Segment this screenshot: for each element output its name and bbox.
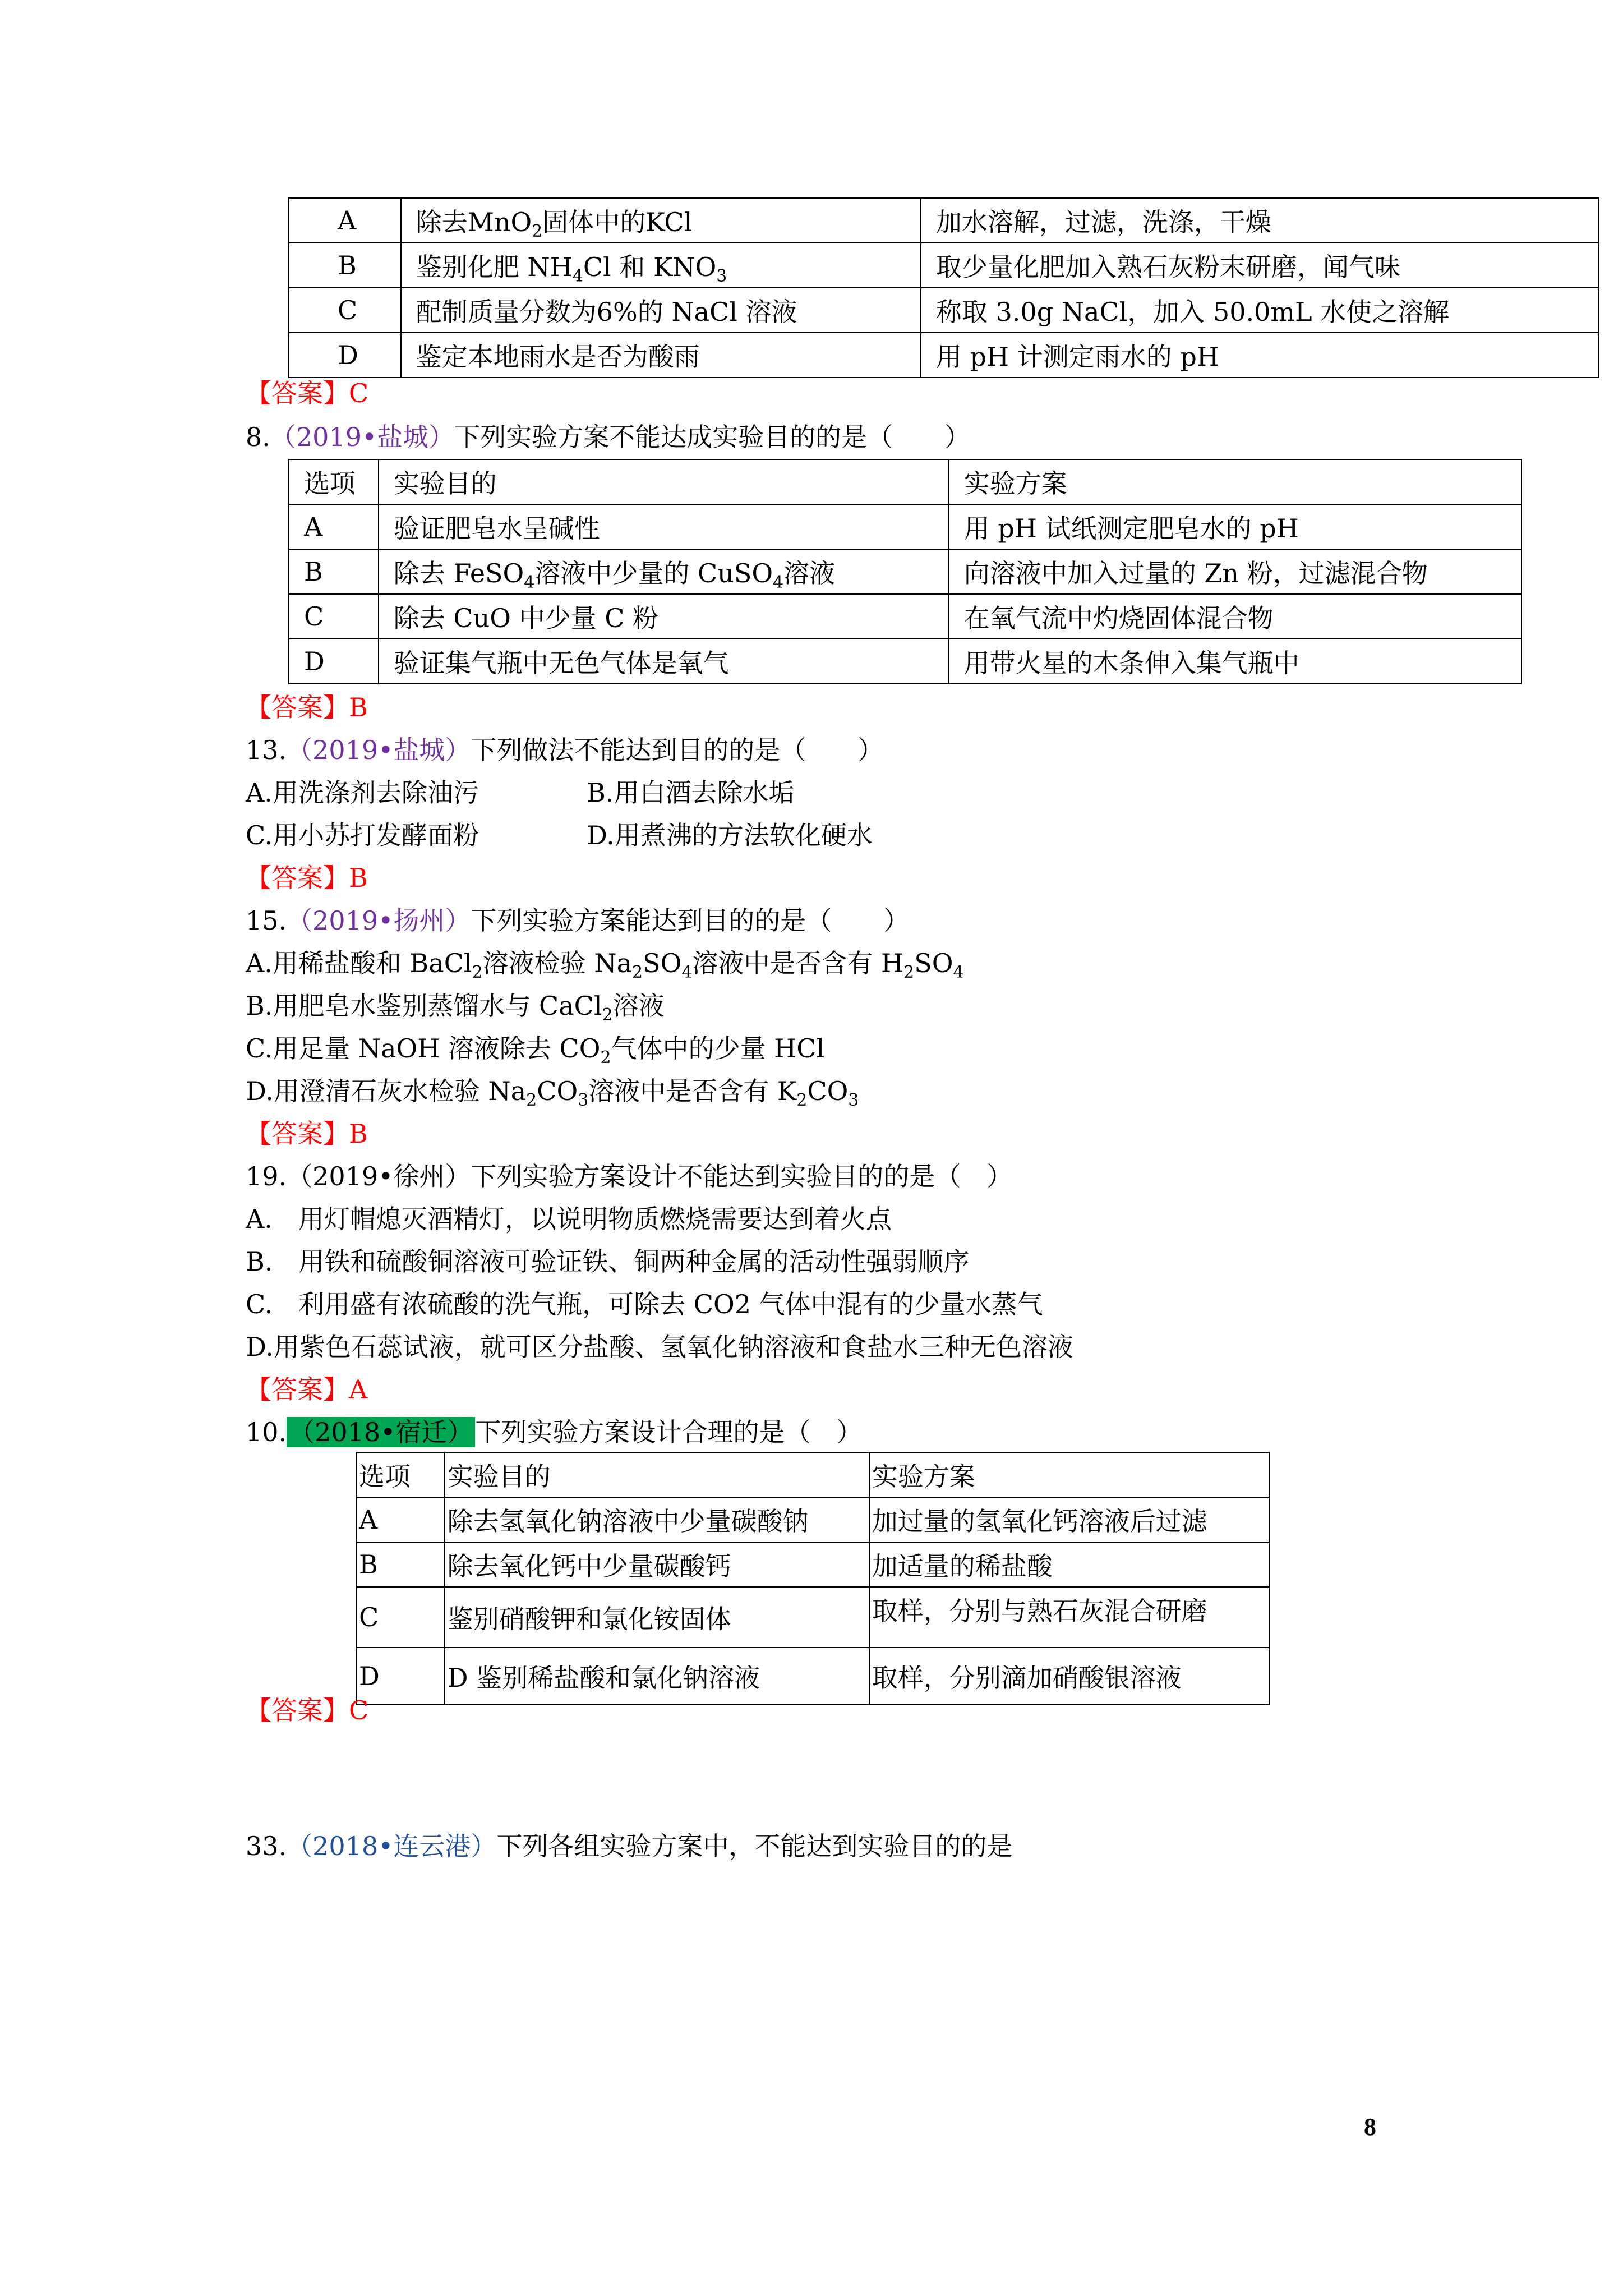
table-row [356, 1497, 1269, 1542]
cell: 取样，分别滴加硝酸银溶液 [869, 1648, 1269, 1705]
option-c: C.用足量 NaOH 溶液除去 $CO_2$气体中的少量 HCl [246, 1033, 825, 1068]
answer-line: 【答案】B [246, 863, 368, 893]
question-13: 13.（2019•盐城）下列做法不能达到目的的是（ ） [246, 735, 884, 765]
cell: D [356, 1648, 445, 1705]
table-row [356, 1587, 1269, 1648]
table-q8 [288, 459, 1522, 684]
question-8: 8.（2019•盐城）下列实验方案不能达成实验目的的是（ ） [246, 422, 971, 452]
option-b: B. 用铁和硫酸铜溶液可验证铁、铜两种金属的活动性强弱顺序 [246, 1246, 970, 1277]
cell: D [289, 639, 379, 684]
option-d: D.用煮沸的方法软化硬水 [587, 820, 873, 850]
cell: B [289, 243, 401, 288]
table-row [356, 1452, 1269, 1497]
answer-line: 【答案】B [246, 1119, 368, 1149]
cell: 鉴别化肥 $NH_4Cl$ 和 $KNO_3$ [401, 243, 921, 288]
table-row [289, 243, 1599, 288]
cell: 除去 FeSO$_4$溶液中少量的 CuSO$_4$溶液 [379, 549, 949, 594]
cell: 称取 3.0g NaCl，加入 50.0mL 水使之溶解 [921, 288, 1599, 333]
table-row [289, 504, 1521, 549]
cell: 取少量化肥加入熟石灰粉末研磨，闻气味 [921, 243, 1599, 288]
cell: 加过量的氢氧化钙溶液后过滤 [869, 1497, 1269, 1542]
cell: 取样，分别与熟石灰混合研磨 [869, 1587, 1269, 1648]
cell: 除去MnO$_2$固体中的KCl [401, 198, 921, 243]
cell: D 鉴别稀盐酸和氯化钠溶液 [445, 1648, 869, 1705]
cell: 验证肥皂水呈碱性 [379, 504, 949, 549]
cell: 鉴定本地雨水是否为酸雨 [401, 333, 921, 378]
cell: 用 pH 试纸测定肥皂水的 pH [949, 504, 1521, 549]
cell: 实验目的 [445, 1452, 869, 1497]
option-b: B.用白酒去除水垢 [587, 777, 795, 808]
cell: 选项 [289, 459, 379, 504]
cell: 实验方案 [949, 459, 1521, 504]
table-row [289, 198, 1599, 243]
table-row [289, 549, 1521, 594]
table-row [289, 288, 1599, 333]
option-b: B.用肥皂水鉴别蒸馏水与 CaCl$_2$溶液 [246, 991, 665, 1025]
cell: C [289, 594, 379, 639]
cell: 鉴别硝酸钾和氯化铵固体 [445, 1587, 869, 1648]
option-a: A. 用灯帽熄灭酒精灯，以说明物质燃烧需要达到着火点 [246, 1204, 892, 1234]
option-a: A.用洗涤剂去除油污 [246, 777, 479, 808]
table-row [356, 1542, 1269, 1587]
cell: 加适量的稀盐酸 [869, 1542, 1269, 1587]
table-row [289, 594, 1521, 639]
cell: B [289, 549, 379, 594]
table-top [288, 197, 1599, 378]
question-15: 15.（2019•扬州）下列实验方案能达到目的的是（ ） [246, 905, 910, 936]
option-c: C. 利用盛有浓硫酸的洗气瓶，可除去 CO2 气体中混有的少量水蒸气 [246, 1289, 1043, 1319]
cell: 配制质量分数为6%的 NaCl 溶液 [401, 288, 921, 333]
cell: 用带火星的木条伸入集气瓶中 [949, 639, 1521, 684]
cell: A [289, 504, 379, 549]
question-33: 33.（2018•连云港）下列各组实验方案中，不能达到实验目的的是 [246, 1831, 1013, 1861]
cell: 向溶液中加入过量的 Zn 粉，过滤混合物 [949, 549, 1521, 594]
table-row [356, 1648, 1269, 1705]
table-row [289, 333, 1599, 378]
cell: 验证集气瓶中无色气体是氧气 [379, 639, 949, 684]
cell: B [356, 1542, 445, 1587]
cell: 选项 [356, 1452, 445, 1497]
cell: D [289, 333, 401, 378]
cell: 除去 CuO 中少量 C 粉 [379, 594, 949, 639]
page-number: 8 [1364, 2113, 1376, 2141]
answer-line: 【答案】C [246, 1695, 369, 1726]
answer-line: 【答案】A [246, 1374, 368, 1405]
option-c: C.用小苏打发酵面粉 [246, 820, 479, 850]
cell: C [289, 288, 401, 333]
option-d: D.用紫色石蕊试液，就可区分盐酸、氢氧化钠溶液和食盐水三种无色溶液 [246, 1332, 1073, 1362]
cell: 除去氧化钙中少量碳酸钙 [445, 1542, 869, 1587]
cell: 用 pH 计测定雨水的 pH [921, 333, 1599, 378]
table-row [289, 459, 1521, 504]
answer-line: 【答案】C [246, 378, 369, 408]
cell: 加水溶解，过滤，洗涤，干燥 [921, 198, 1599, 243]
cell: C [356, 1587, 445, 1648]
cell: 除去氢氧化钠溶液中少量碳酸钠 [445, 1497, 869, 1542]
answer-line: 【答案】B [246, 692, 368, 723]
option-a: A.用稀盐酸和 BaCl$_2$溶液检验 $Na_2SO_4$溶液中是否含有 $H_2SO_4$ [246, 948, 964, 982]
table-row [289, 639, 1521, 684]
table-q10 [356, 1452, 1270, 1705]
question-10: 10.（2018•宿迁）下列实验方案设计合理的是（ ） [246, 1417, 863, 1447]
question-19: 19.（2019•徐州）下列实验方案设计不能达到实验目的的是（ ） [246, 1161, 1013, 1191]
cell: 实验目的 [379, 459, 949, 504]
cell: 在氧气流中灼烧固体混合物 [949, 594, 1521, 639]
cell: A [289, 198, 401, 243]
option-d: D.用澄清石灰水检验 $Na_2CO_3$溶液中是否含有 $K_2CO_3$ [246, 1076, 859, 1110]
cell: 实验方案 [869, 1452, 1269, 1497]
cell: A [356, 1497, 445, 1542]
